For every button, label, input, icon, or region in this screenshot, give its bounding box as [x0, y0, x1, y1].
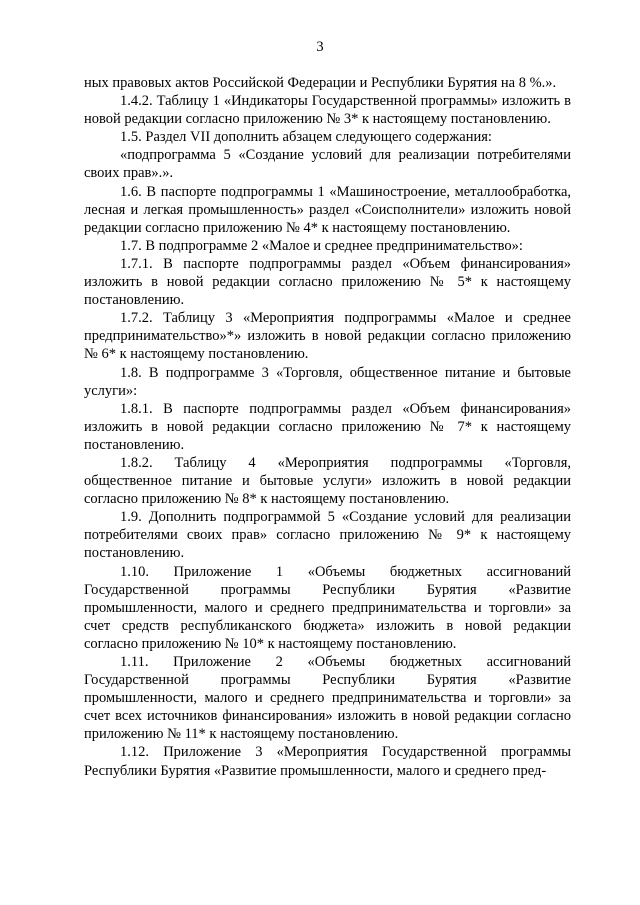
paragraph-1-8: 1.8. В подпрограмме 3 «Торговля, общественное питание и бытовые услуги»:: [84, 364, 571, 399]
paragraph-continuation: ных правовых актов Российской Федерации и Республики Бурятия на 8 %.».: [84, 75, 557, 91]
paragraph-1-4-2: 1.4.2. Таблицу 1 «Индикаторы Государственной программы» изложить в новой редакции согласно приложению № 3* к настоящему постановлению.: [84, 93, 571, 128]
paragraph-1-7: 1.7. В подпрограмме 2 «Малое и среднее предпринимательство»:: [120, 237, 523, 254]
paragraph-1-7-2: 1.7.2. Таблицу 3 «Мероприятия подпрограммы «Малое и среднее предпринимательство»*» изложить в новой редакции согласно приложению № 6* к настоящему постановлению.: [84, 310, 571, 363]
paragraph-1-6: 1.6. В паспорте подпрограммы 1 «Машиностроение, металлообработка, лесная и легкая промышленность» раздел «Соисполнители» изложить новой редакции согласно приложению № 4* к настоящему постановлению.: [84, 183, 571, 236]
paragraph-1-11: 1.11. Приложение 2 «Объемы бюджетных ассигнований Государственной программы Республики Бурятия «Развитие промышленности, малого и среднего предпринимательства и торговли» за счет всех источников финансирования» изложить в новой редакции согласно приложению № 11* к настоящему постановлению.: [84, 654, 571, 743]
paragraph-1-9: 1.9. Дополнить подпрограммой 5 «Создание условий для реализации потребителями своих прав» согласно приложению № 9* к настоящему постановлению.: [84, 509, 571, 562]
paragraph-1-5: 1.5. Раздел VII дополнить абзацем следующего содержания:: [120, 129, 492, 146]
document-body: [84, 74, 571, 780]
paragraph-1-12: 1.12. Приложение 3 «Мероприятия Государственной программы Республики Бурятия «Развитие промышленности, малого и среднего пред-: [84, 744, 571, 779]
page-number: 3: [316, 39, 324, 55]
paragraph-1-7-1: 1.7.1. В паспорте подпрограммы раздел «Объем финансирования» изложить в новой редакции согласно приложению № 5* к настоящему постановлению.: [84, 255, 571, 309]
paragraph-1-8-1: 1.8.1. В паспорте подпрограммы раздел «Объем финансирования» изложить в новой редакции согласно приложению № 7* к настоящему постановлению.: [84, 400, 571, 453]
paragraph-1-5-quote: «подпрограмма 5 «Создание условий для реализации потребителями своих прав».».: [84, 147, 571, 182]
paragraph-1-8-2: 1.8.2. Таблицу 4 «Мероприятия подпрограммы «Торговля, общественное питание и бытовые услуги» изложить в новой редакции согласно приложению № 8* к настоящему постановлению.: [84, 454, 571, 508]
paragraph-1-10: 1.10. Приложение 1 «Объемы бюджетных ассигнований Государственной программы Республики Бурятия «Развитие промышленности, малого и среднего предпринимательства и торговли» за счет средств республиканского бюджета» изложить в новой редакции согласно приложению № 10* к настоящему постановлению.: [84, 563, 571, 652]
